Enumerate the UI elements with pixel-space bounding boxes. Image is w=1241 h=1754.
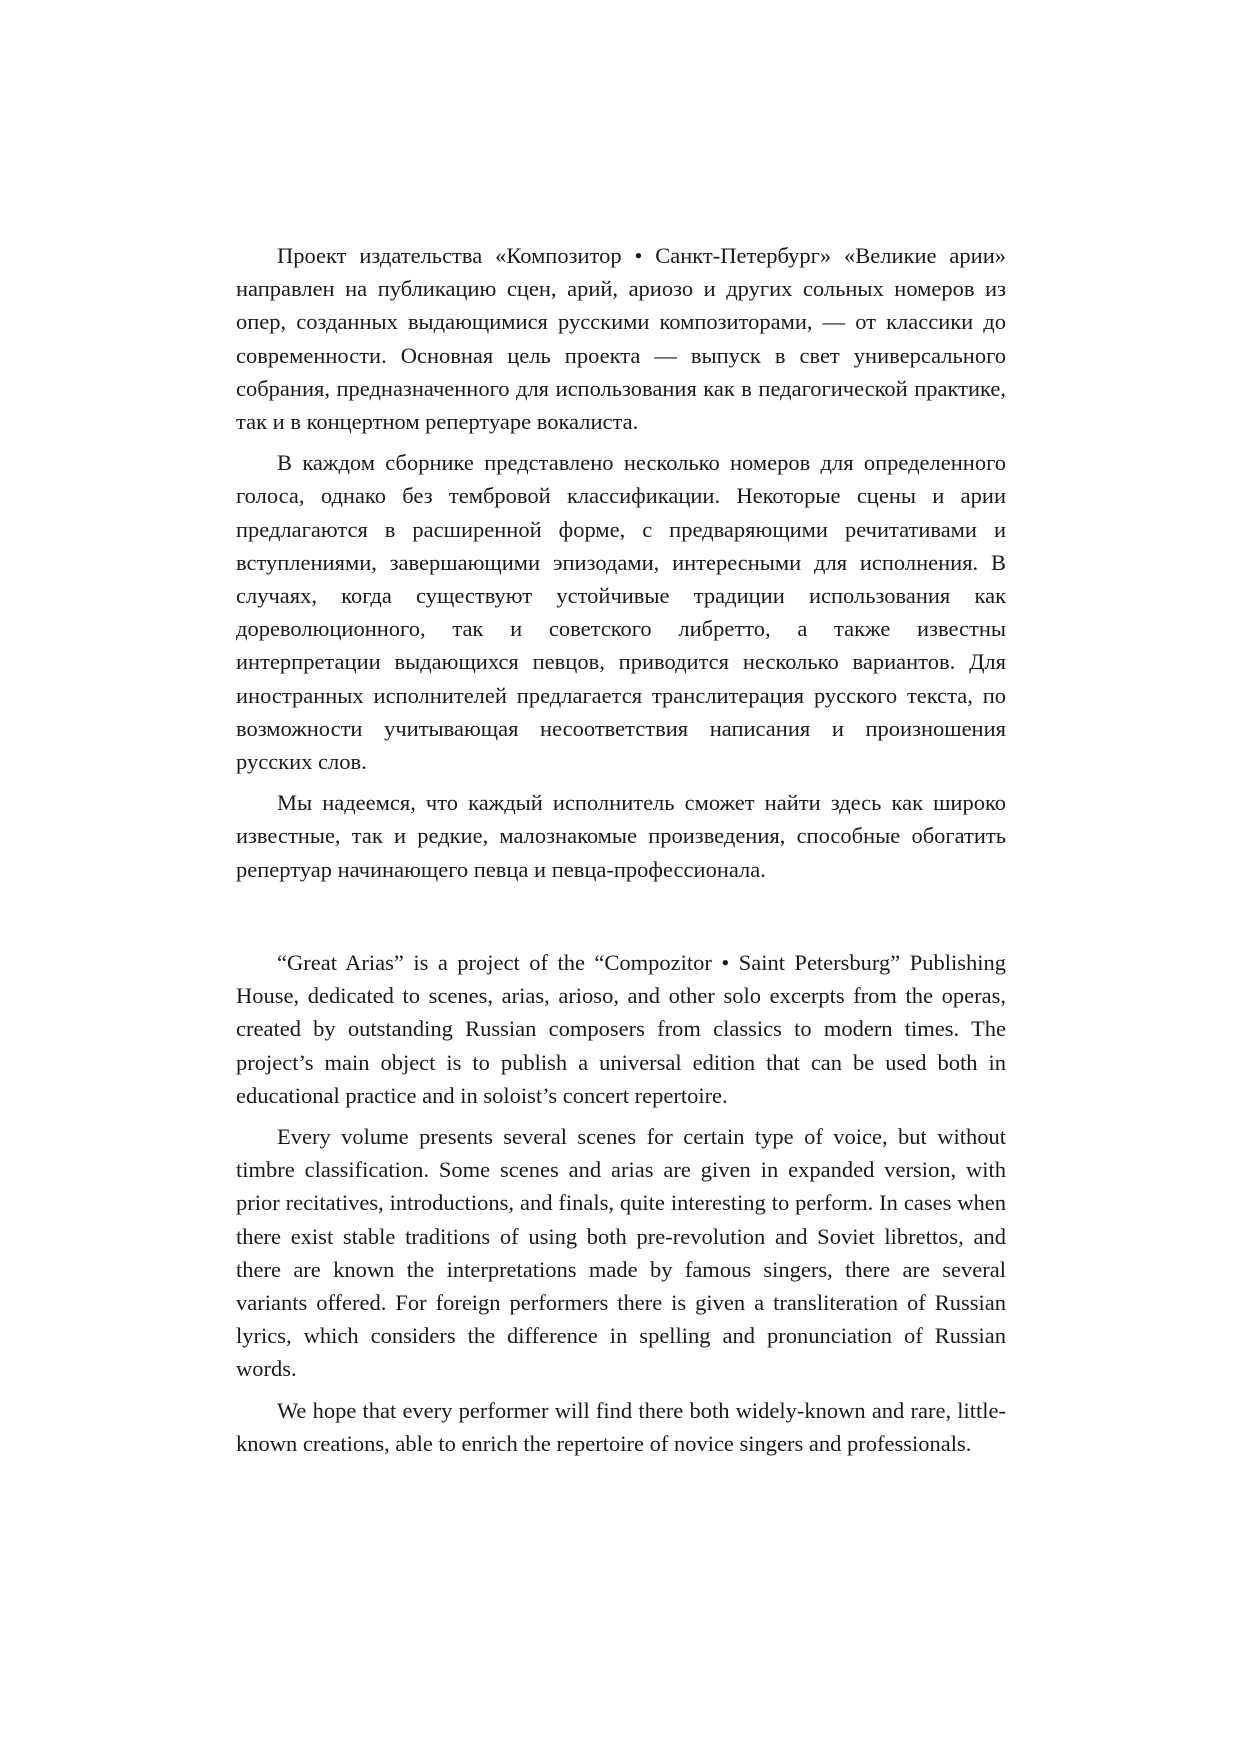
ru-paragraph-2: В каждом сборнике представлено несколько номеров для определенного голоса, однако без тембровой классификации. Некоторые сцены и арии предлагаются в расширенной форме, с предваряющими речитативами и вступлениями, завершающими эпизодами, интересными для исполнения. В случаях, когда существуют устойчивые традиции использования как дореволюционного, так и советского либретто, а также известны интерпретации выдающихся певцов, приводится несколько вариантов. Для иностранных исполнителей предлагается транслитерация русского текста, по возможности учитывающая несоответствия написания и произношения русских слов. bbox=[236, 450, 1006, 775]
russian-text-section bbox=[236, 239, 1006, 886]
en-paragraph-2: Every volume presents several scenes for certain type of voice, but without timbre classification. Some scenes and arias are given in expanded version, with prior recitatives, introductions, and finals, quite interesting to perform. In cases when there exist stable traditions of using both pre-revolution and Soviet librettos, and there are known the interpretations made by famous singers, there are several variants offered. For foreign performers there is given a transliteration of Russian lyrics, which considers the difference in spelling and pronunciation of Russian words. bbox=[236, 1124, 1006, 1382]
english-text-section bbox=[236, 946, 1006, 1460]
en-paragraph-1: “Great Arias” is a project of the “Compozitor • Saint Petersburg” Publishing House, dedicated to scenes, arias, arioso, and other solo excerpts from the operas, created by outstanding Russian composers from classics to modern times. The project’s main object is to publish a universal edition that can be used both in educational practice and in soloist’s concert repertoire. bbox=[236, 950, 1006, 1108]
en-paragraph-3: We hope that every performer will find there both widely-known and rare, little-known creations, able to enrich the repertoire of novice singers and professionals. bbox=[236, 1397, 1006, 1456]
ru-paragraph-3: Мы надеемся, что каждый исполнитель сможет найти здесь как широко известные, так и редкие, малознакомые произведения, способные обогатить репертуар начинающего певца и певца-профессионала. bbox=[236, 790, 1006, 882]
ru-paragraph-1: Проект издательства «Композитор • Санкт-Петербург» «Великие арии» направлен на публикацию сцен, арий, ариозо и других сольных номеров из опер, созданных выдающимися русскими композиторами, — от классики до современности. Основная цель проекта — выпуск в свет универсального собрания, предназначенного для использования как в педагогической практике, так и в концертном репертуаре вокалиста. bbox=[236, 243, 1006, 435]
